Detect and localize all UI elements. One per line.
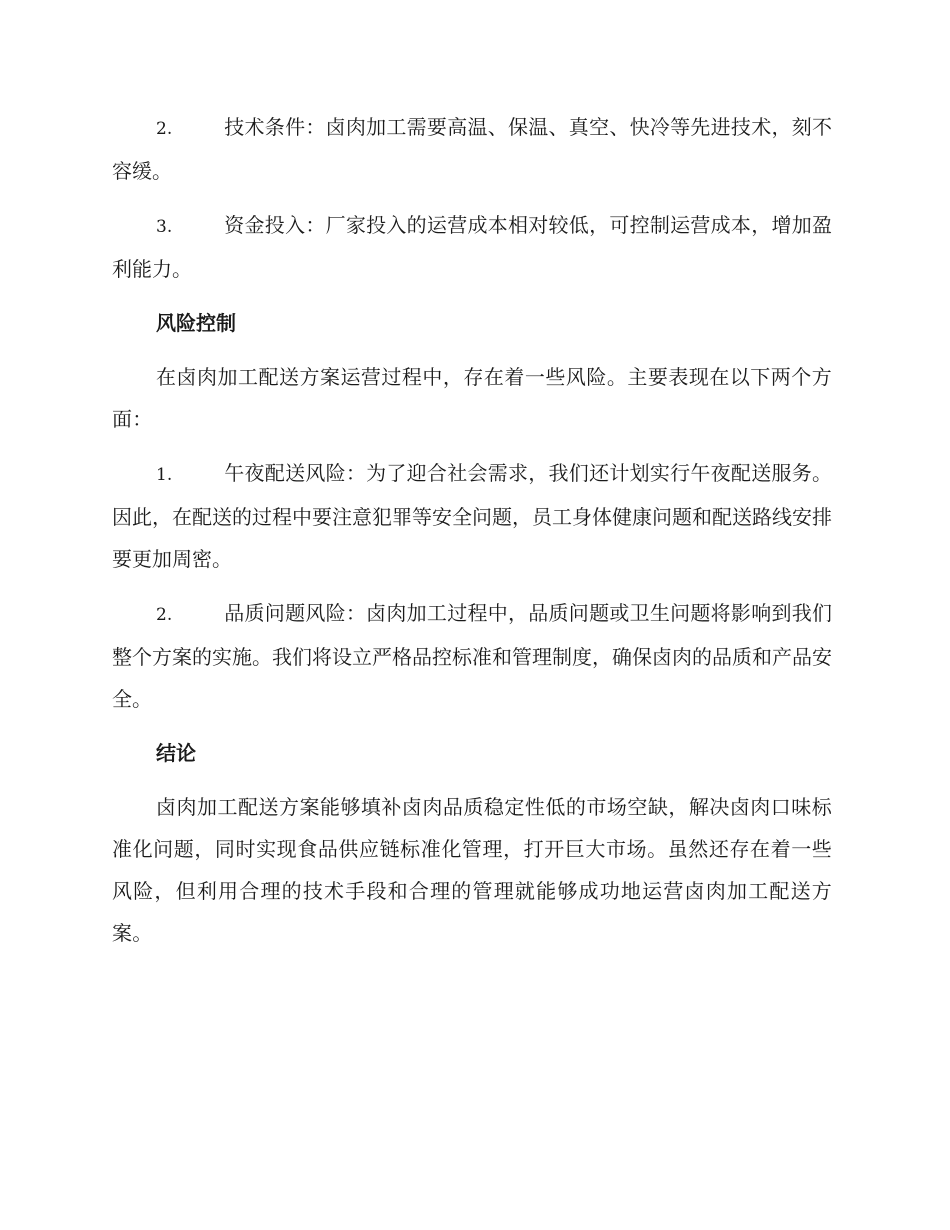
list-item-number: 2.: [156, 119, 173, 139]
conclusion-paragraph: 卤肉加工配送方案能够填补卤肉品质稳定性低的市场空缺，解决卤肉口味标准化问题，同时实现食品供应链标准化管理，打开巨大市场。虽然还存在着一些风险，但利用合理的技术手段和合理的管理就能够成功地运营卤肉加工配送方案。: [112, 795, 832, 945]
list-item-text: 技术条件：卤肉加工需要高温、保温、真空、快冷等先进技术，刻不容缓。: [112, 115, 832, 183]
list-item-fund-investment: [112, 204, 832, 290]
document-page: [112, 106, 832, 966]
list-item-night-delivery-risk: [112, 452, 832, 580]
section-heading-conclusion: 结论: [156, 741, 196, 765]
list-item-number: 3.: [156, 217, 173, 237]
list-item-text: 资金投入：厂家投入的运营成本相对较低，可控制运营成本，增加盈利能力。: [112, 213, 832, 281]
list-item-text: 午夜配送风险：为了迎合社会需求，我们还计划实行午夜配送服务。因此，在配送的过程中要注意犯罪等安全问题，员工身体健康问题和配送路线安排要更加周密。: [112, 461, 832, 571]
list-item-quality-risk: [112, 592, 832, 720]
section-heading-risk-control: 风险控制: [156, 311, 236, 335]
risk-intro-paragraph: 在卤肉加工配送方案运营过程中，存在着一些风险。主要表现在以下两个方面：: [112, 365, 832, 431]
list-item-number: 2.: [156, 605, 173, 625]
list-item-tech-conditions: [112, 106, 832, 192]
list-item-number: 1.: [156, 465, 173, 485]
list-item-text: 品质问题风险：卤肉加工过程中，品质问题或卫生问题将影响到我们整个方案的实施。我们将设立严格品控标准和管理制度，确保卤肉的品质和产品安全。: [112, 601, 832, 711]
